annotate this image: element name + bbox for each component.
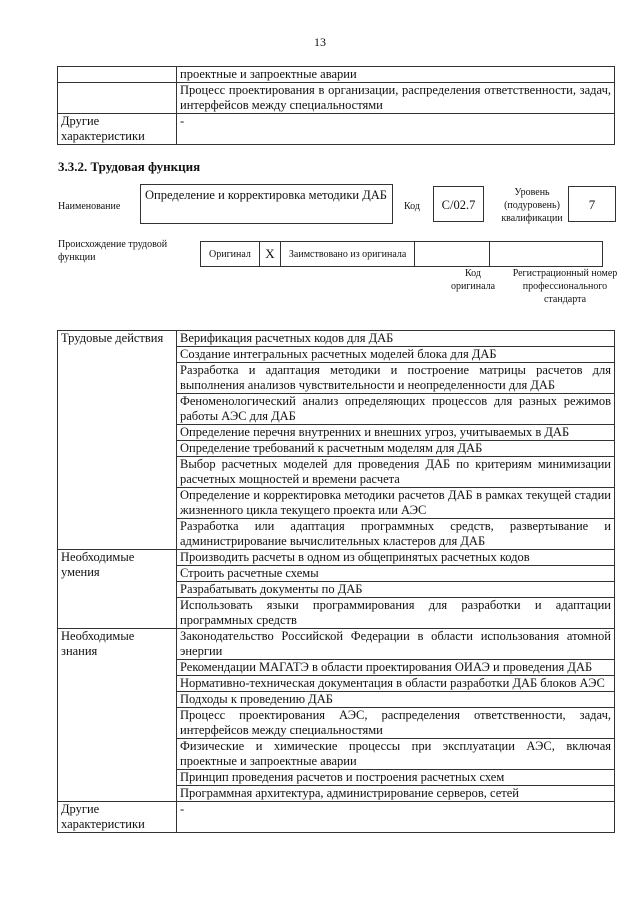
row-value: Процесс проектирования в организации, распределения ответственности, задач, интерфейсов между специальностями xyxy=(177,83,615,114)
row-value: - xyxy=(177,114,615,145)
group-item: Процесс проектирования АЭС, распределения ответственности, задач, интерфейсов между специальностями xyxy=(177,708,615,739)
table-row xyxy=(58,114,615,145)
row-label: Другие характеристики xyxy=(58,114,177,145)
page-number: 13 xyxy=(314,35,326,49)
group-item: Феноменологический анализ определяющих процессов для разных режимов работы АЭС для ДАБ xyxy=(177,394,615,425)
group-item: Разрабатывать документы по ДАБ xyxy=(177,582,615,598)
group-item: Определение требований к расчетным моделям для ДАБ xyxy=(177,441,615,457)
origin-mark: X xyxy=(259,242,280,267)
name-label: Наименование xyxy=(58,201,121,212)
group-item: Производить расчеты в одном из общепринятых расчетных кодов xyxy=(177,550,615,566)
origin-original-cell: Оригинал xyxy=(201,242,260,267)
group-label: Необходимые умения xyxy=(58,550,177,629)
function-name-box: Определение и корректировка методики ДАБ xyxy=(140,184,393,224)
group-item: Нормативно-техническая документация в области разработки ДАБ блоков АЭС xyxy=(177,676,615,692)
group-item: Использовать языки программирования для разработки и адаптации программных средств xyxy=(177,598,615,629)
section-heading: 3.3.2. Трудовая функция xyxy=(58,159,201,174)
group-item: Физические и химические процессы при эксплуатации АЭС, включая проектные и запроектные аварии xyxy=(177,739,615,770)
continued-table xyxy=(57,66,615,145)
table-row xyxy=(58,67,615,83)
code-label: Код xyxy=(404,201,420,212)
group-item: Рекомендации МАГАТЭ в области проектирования ОИАЭ и проведения ДАБ xyxy=(177,660,615,676)
origin-label: Происхождение трудовой функции xyxy=(58,239,168,263)
group-label: Другие характеристики xyxy=(58,802,177,833)
group-label: Трудовые действия xyxy=(58,331,177,550)
group-item: Подходы к проведению ДАБ xyxy=(177,692,615,708)
group-item: Создание интегральных расчетных моделей блока для ДАБ xyxy=(177,347,615,363)
function-code-box: C/02.7 xyxy=(433,186,484,222)
group-item: Разработка или адаптация программных средств, развертывание и администрирование вычислительных кластеров для ДАБ xyxy=(177,519,615,550)
group-item: - xyxy=(177,802,615,833)
group-item: Законодательство Российской Федерации в области использования атомной энергии xyxy=(177,629,615,660)
origin-code-cell xyxy=(415,242,490,267)
table-row xyxy=(58,802,615,833)
level-label: Уровень (подуровень) квалификации xyxy=(501,187,563,224)
group-item: Определение перечня внутренних и внешних угроз, учитываемых в ДАБ xyxy=(177,425,615,441)
table-row xyxy=(58,629,615,660)
qualification-level-box: 7 xyxy=(568,186,616,222)
row-value: проектные и запроектные аварии xyxy=(177,67,615,83)
registration-number-caption: Регистрационный номер профессионального стандарта xyxy=(512,268,618,305)
group-item: Выбор расчетных моделей для проведения ДАБ по критериям минимизации расчетных мощностей и времени расчета xyxy=(177,457,615,488)
table-row xyxy=(58,550,615,566)
group-item: Определение и корректировка методики расчетов ДАБ в рамках текущей стадии жизненного цикла текущего проекта или АЭС xyxy=(177,488,615,519)
origin-regnum-cell xyxy=(490,242,603,267)
group-item: Верификация расчетных кодов для ДАБ xyxy=(177,331,615,347)
group-item: Программная архитектура, администрирование серверов, сетей xyxy=(177,786,615,802)
origin-borrowed-cell: Заимствовано из оригинала xyxy=(280,242,414,267)
group-item: Строить расчетные схемы xyxy=(177,566,615,582)
row-label xyxy=(58,67,177,83)
function-details-table xyxy=(57,330,615,833)
group-label: Необходимые знания xyxy=(58,629,177,802)
code-of-original-caption: Код оригинала xyxy=(450,268,496,292)
group-item: Разработка и адаптация методики и построение матрицы расчетов для выполнения анализов чувствительности и неопределенности для ДАБ xyxy=(177,363,615,394)
table-row xyxy=(58,331,615,347)
table-row xyxy=(58,83,615,114)
group-item: Принцип проведения расчетов и построения расчетных схем xyxy=(177,770,615,786)
row-label xyxy=(58,83,177,114)
origin-table xyxy=(200,241,603,267)
